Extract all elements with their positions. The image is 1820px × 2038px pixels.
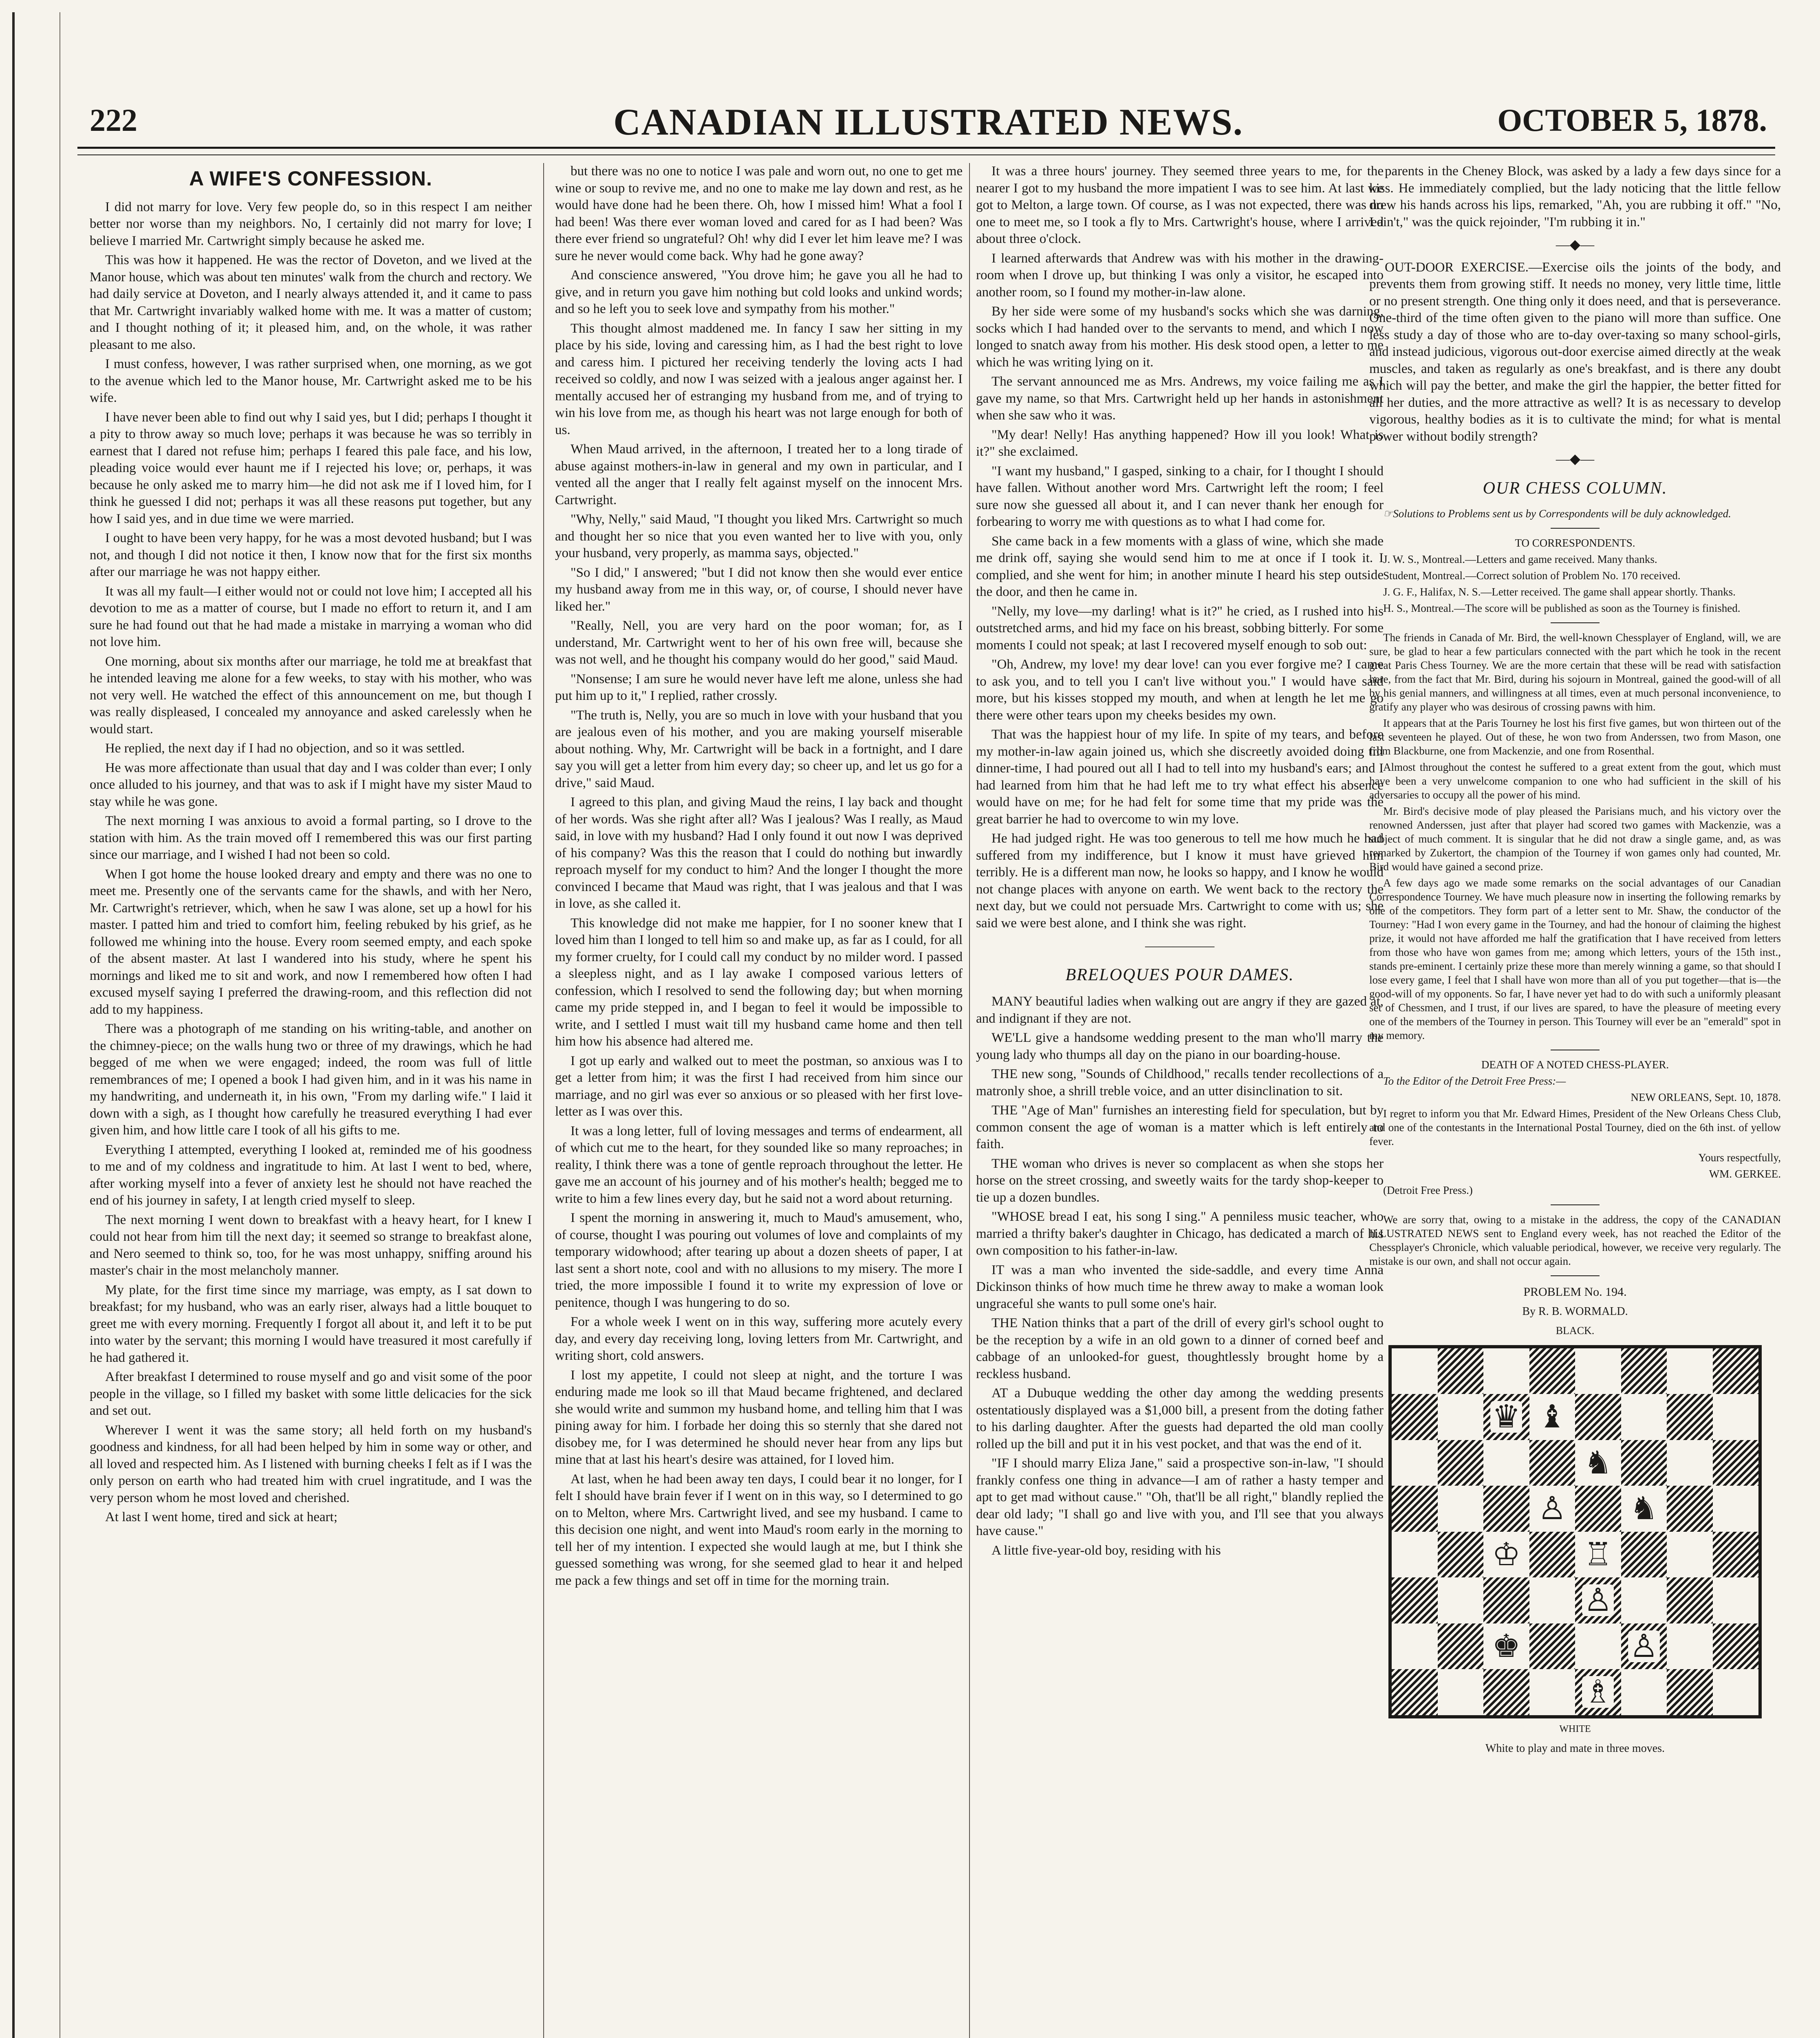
- board-square: [1392, 1532, 1438, 1578]
- paragraph: I spent the morning in answering it, much to Maud's amusement, who, of course, thought I was pouring out volumes of love and complaints of my temporary widowhood; after tearing up about a dozen sheets of paper, I at last sent a short note, cool and with no allusions to my misery. The more I tried, the more impossible I found it to write my expression of love or penitence, though I was hungering to do so.: [555, 1211, 963, 1310]
- board-square: [1667, 1669, 1713, 1715]
- page-number: 222: [90, 102, 137, 138]
- paragraph: I did not marry for love. Very few people do, so in this respect I am neither better nor worse than my neighbors. No, I certainly did not marry for love; I believe I married Mr. Cartwright simply because he asked me.: [90, 199, 532, 248]
- anecdote: AT a Dubuque wedding the other day among the wedding presents ostentatiously displayed was a $1,000 bill, a present from the doting father to his darling daughter. After the guests had departed the old man coolly rolled up the bill and put it in his vest pocket, and that was the end of it.: [976, 1386, 1384, 1451]
- board-square: [1713, 1348, 1759, 1394]
- anecdote: "IF I should marry Eliza Jane," said a prospective son-in-law, "I should frankly confess one thing in advance—I am of rather a hasty temper and apt to get mad without cause." "Oh, that'll be all right," blandly replied the dear old lady; "I shall go and live with you, and I'll see that you always have cause.": [976, 1456, 1384, 1538]
- paragraph: It was a three hours' journey. They seemed three years to me, for the nearer I got to my husband the more impatient I was to see him. At last we got to Melton, a large town. Of course, as I was not expected, there was no one to meet me, so I took a fly to Mrs. Cartwright's house, where I arrived about three o'clock.: [976, 164, 1384, 246]
- chess-piece: ♝: [1536, 1401, 1568, 1433]
- chess-paragraph: The friends in Canada of Mr. Bird, the well-known Chessplayer of England, will, we are sure, be glad to hear a few particulars connected with the part which he took in the recent great Paris Chess Tourney. We are the more certain that these will be read with satisfaction here, from the fact that Mr. Bird, during his sojourn in Montreal, gained the good-will of all by his genial manners, and willingness at all times, even at much personal inconvenience, to gratify any player who was desirous of crossing pawns with him.: [1369, 631, 1781, 713]
- board-square: [1575, 1669, 1621, 1715]
- divider: [1551, 528, 1600, 529]
- subheading: DEATH OF A NOTED CHESS-PLAYER.: [1481, 1059, 1669, 1071]
- article-title: A WIFE'S CONFESSION.: [189, 167, 432, 190]
- chess-piece: ♞: [1628, 1493, 1660, 1524]
- column-rule: [543, 163, 544, 2038]
- letter-close: Yours respectfully,: [1698, 1151, 1781, 1164]
- anecdote: WE'LL give a handsome wedding present to the man who'll marry the young lady who thumps all day on the piano in our boarding-house.: [976, 1030, 1384, 1062]
- divider: [1551, 622, 1600, 623]
- paragraph: "My dear! Nelly! Has anything happened? How ill you look! What is it?" she exclaimed.: [976, 427, 1384, 459]
- board-square: [1483, 1394, 1529, 1440]
- paragraph: It was all my fault—I either would not or could not love him; I accepted all his devotion to me as a matter of course, but I made no effort to return it, and I am sure he had found out that he had made a mistake in marrying a woman who did not love him.: [90, 584, 532, 649]
- paragraph: There was a photograph of me standing on his writing-table, and another on the chimney-piece; on the walls hung two or three of my drawings, which he had begged of me when we were engaged; indeed, the room was full of little remembrances of me; I opened a book I had given him, and in it was his name in my handwriting, and underneath it, in his own, "From my darling wife." I laid it down with a sigh, as I thought how carefully he treasured everything I had ever given him, and how little care I took of all his gifts to me.: [90, 1021, 532, 1138]
- board-square: [1483, 1669, 1529, 1715]
- correspondent-entry: J. W. S., Montreal.—Letters and game received. Many thanks.: [1383, 553, 1657, 565]
- section-title: BRELOQUES POUR DAMES.: [1065, 965, 1294, 984]
- white-label: WHITE: [1559, 1723, 1591, 1734]
- board-square: [1438, 1669, 1484, 1715]
- board-square: [1438, 1394, 1484, 1440]
- paragraph: "Why, Nelly," said Maud, "I thought you liked Mrs. Cartwright so much and thought her so nice that you even wanted her to live with you, only your husband, very properly, as mamma says, objected.": [555, 512, 963, 560]
- ornament: —————: [1145, 938, 1214, 953]
- board-square: [1621, 1348, 1667, 1394]
- paragraph: The next morning I was anxious to avoid a formal parting, so I drove to the station with him. As the train moved off I remembered this was our first parting since our marriage, and I wished I had not been so cold.: [90, 814, 532, 862]
- paragraph: When I got home the house looked dreary and empty and there was no one to meet me. Presently one of the servants came for the shawls, and with her Nero, Mr. Cartwright's retriever, which, when he saw I was alone, set up a howl for his master. I patted him and tried to comfort him, feeling rebuked by his grief, as he followed me whining into the house. Every room seemed empty, and each spoke of the absent master. At last I wandered into his study, where he spent his mornings and liked me to sit and work, and now I remembered how often I had excused myself saying I preferred the drawing-room, and this reflection did not add to my happiness.: [90, 867, 532, 1017]
- paragraph: I agreed to this plan, and giving Maud the reins, I lay back and thought of her words. Was she right after all? Was I jealous? Was I really, as Maud said, in love with my husband? Had I only found it out now I was deprived of his company? Was this the reason that I could do nothing but inwardly reproach myself for my conduct to him? And the longer I thought the more convinced I became that Maud was right, that I was jealous and that I was in love, as she called it.: [555, 795, 963, 911]
- column-1: [90, 163, 532, 2038]
- paragraph: He replied, the next day if I had no objection, and so it was settled.: [105, 741, 465, 756]
- paragraph: I learned afterwards that Andrew was with his mother in the drawing-room when I drove up, but thinking I was only a visitor, he escaped into another room, so I found my mother-in-law alone.: [976, 251, 1384, 300]
- board-square: [1529, 1440, 1575, 1486]
- anecdote: THE Nation thinks that a part of the drill of every girl's school ought to be the reception by a wife in an old gown to a dinner of corned beef and cabbage of an unlooked-for guest, thoughtlessly brought home by a reckless husband.: [976, 1316, 1384, 1381]
- board-square: [1392, 1486, 1438, 1532]
- column-4: [1369, 163, 1781, 2038]
- board-square: [1392, 1669, 1438, 1715]
- board-square: [1667, 1440, 1713, 1486]
- letter-place: NEW ORLEANS, Sept. 10, 1878.: [1631, 1091, 1781, 1103]
- chess-piece: ♖: [1582, 1539, 1614, 1570]
- paragraph: I must confess, however, I was rather surprised when, one morning, as we got to the avenue which led to the Manor house, Mr. Cartwright asked me to be his wife.: [90, 357, 532, 405]
- correspondent-entry: Student, Montreal.—Correct solution of Problem No. 170 received.: [1383, 569, 1681, 582]
- board-square: [1667, 1348, 1713, 1394]
- apology-note: We are sorry that, owing to a mistake in the address, the copy of the CANADIAN ILLUSTRATED NEWS sent to England every week, has not reached the Editor of the Chessplayer's Chronicle, which valuable periodical, however, we receive very regularly. The mistake is our own, and shall not occur again.: [1369, 1213, 1781, 1267]
- chess-piece: ♚: [1490, 1630, 1522, 1662]
- paragraph: I got up early and walked out to meet the postman, so anxious was I to get a letter from him; it was the first I had received from him since our marriage, and no girl was ever so anxious or so pleased with her first love-letter as I was over this.: [555, 1053, 963, 1119]
- paragraph: but there was no one to notice I was pale and worn out, no one to get me wine or soup to revive me, and no one to make me lay down and rest, as he would have done had he been there. Oh, how I missed him! What a fool I had been! Was there ever woman loved and cared for as I had been? Was there ever friend so ungrateful? Oh! why did I ever let him leave me? I was sure he never would come back. Why had he gone away?: [555, 164, 963, 263]
- paragraph: Everything I attempted, everything I looked at, reminded me of his goodness to me and of my coldness and ingratitude to him. At last I went to bed, where, after working myself into a fever of anxiety lest he should not have reached the end of his journey in safety, I at length cried myself to sleep.: [90, 1142, 532, 1208]
- anecdote-continued: parents in the Cheney Block, was asked by a lady a few days since for a kiss. He immediately complied, but the lady noticing that the little fellow drew his hands across his lips, remarked, "Ah, you are rubbing it off." "No, I ain't," was the quick rejoinder, "I'm rubbing it in.": [1369, 164, 1781, 229]
- paragraph: This thought almost maddened me. In fancy I saw her sitting in my place by his side, loving and caressing him, as I had the best right to love and caress him. I pictured her receiving tenderly the loving acts I had received so coldly, and now I was seized with a jealous anger against her. I mentally accused her of estranging my husband from me, and of trying to win his love from me, as though his heart was not large enough for both of us.: [555, 321, 963, 437]
- anecdote: A little five-year-old boy, residing with his: [992, 1543, 1221, 1558]
- board-square: [1575, 1348, 1621, 1394]
- board-square: [1713, 1440, 1759, 1486]
- masthead: CANADIAN ILLUSTRATED NEWS.: [613, 101, 1243, 143]
- paragraph: This knowledge did not make me happier, for I no sooner knew that I loved him than I longed to tell him so and make up, as far as I could, for all my former cruelty, for I could call my conduct by no milder word. I passed a sleepless night, and as I lay awake I composed various letters of confession, which I resolved to send the following day; but when morning came my pride stepped in, and I began to feel it would be impossible to write, and I settled I must wait till my husband came home and then tell him how his absence had altered me.: [555, 915, 963, 1049]
- board-square: [1575, 1577, 1621, 1623]
- article-body: [555, 163, 963, 1589]
- board-square: [1392, 1440, 1438, 1486]
- black-label: BLACK.: [1556, 1325, 1595, 1337]
- board-square: [1483, 1577, 1529, 1623]
- board-square: [1575, 1394, 1621, 1440]
- letter-signature: WM. GERKEE.: [1709, 1168, 1781, 1180]
- chess-piece: ♞: [1582, 1447, 1614, 1479]
- board-square: [1438, 1486, 1484, 1532]
- correspondent-entry: J. G. F., Halifax, N. S.—Letter received. The game shall appear shortly. Thanks.: [1383, 586, 1736, 598]
- chess-piece: ♛: [1490, 1401, 1522, 1433]
- chess-piece: ♗: [1582, 1676, 1614, 1708]
- board-square: [1575, 1440, 1621, 1486]
- anecdote: MANY beautiful ladies when walking out are angry if they are gazed at, and indignant if they are not.: [976, 994, 1384, 1026]
- exercise-item: OUT-DOOR EXERCISE.—Exercise oils the joints of the body, and prevents them from growing stiff. It needs no money, very little time, little or no present strength. One thing only it does need, and that is perseverance. One-third of the time often given to the piano will more than suffice. One less study a day of those who are to-day over-taxing so many school-girls, and instead judicious, vigorous out-door exercise aimed directly at the weak muscles, and taken as regularly as one's breakfast, and is there any doubt which will pay the better, and make the girl the happier, the better fitted for all her duties, and the more attractive as well? It is as necessary to develop vigorous, healthy bodies as it is to cultivate the mind; for what is mental power without bodily strength?: [1369, 260, 1781, 444]
- board-square: [1667, 1394, 1713, 1440]
- paragraph: The next morning I went down to breakfast with a heavy heart, for I knew I could not hear from him till the next day; it seemed so strange to breakfast alone, and Nero seemed to think so, too, for he was most unhappy, sniffing around his master's chair in the most melancholy manner.: [90, 1212, 532, 1278]
- board-square: [1438, 1440, 1484, 1486]
- board-square: [1575, 1623, 1621, 1670]
- board-square: [1529, 1669, 1575, 1715]
- board-square: [1483, 1348, 1529, 1394]
- problem-caption: White to play and mate in three moves.: [1485, 1742, 1665, 1755]
- chess-paragraph: Mr. Bird's decisive mode of play pleased the Parisians much, and his victory over the renowned Anderssen, just after that player had scored two games with Mackenzie, was a subject of much comment. It is singular that he did not draw a single game, and, as was remarked by Zukertort, the champion of the Tourney if won games only had counted, Mr. Bird would have gained a second prize.: [1369, 805, 1781, 873]
- board-square: [1483, 1440, 1529, 1486]
- chess-problem-board: [1388, 1345, 1762, 1718]
- chess-paragraph: Almost throughout the contest he suffered to a great extent from the gout, which must have been a very unwelcome companion to one who had sufficient in the skill of his adversaries to occupy all the power of his mind.: [1369, 761, 1781, 801]
- section-title: OUR CHESS COLUMN.: [1483, 479, 1668, 498]
- problem-title: PROBLEM No. 194.: [1523, 1285, 1627, 1299]
- board-square: [1621, 1669, 1667, 1715]
- paragraph: "The truth is, Nelly, you are so much in love with your husband that you are jealous even of his mother, and you are making yourself miserable about nothing. Why, Mr. Cartwright will be back in a fortnight, and I dare say you will get a letter from him every day; so cheer up, and let us go for a drive," said Maud.: [555, 708, 963, 790]
- divider: [1551, 1204, 1600, 1205]
- chess-note: ☞Solutions to Problems sent us by Correspondents will be duly acknowledged.: [1383, 507, 1731, 520]
- issue-date: OCTOBER 5, 1878.: [1497, 102, 1767, 138]
- board-square: [1438, 1623, 1484, 1670]
- board-square: [1713, 1577, 1759, 1623]
- board-square: [1392, 1348, 1438, 1394]
- paragraph: My plate, for the first time since my marriage, was empty, as I sat down to breakfast; for my husband, who was an early riser, always had a little bouquet to greet me with every morning. Frequently I forgot all about it, and left it to be put into water by the servant; this morning I would have treasured it most carefully if he had gathered it.: [90, 1282, 532, 1365]
- chess-paragraph: A few days ago we made some remarks on the social advantages of our Canadian Correspondence Tourney. We have much pleasure now in inserting the following remarks by one of the competitors. They form part of a letter sent to Mr. Shaw, the conductor of the Tourney: "Had I won every game in the Tourney, and had the honour of claiming the highest prize, it would not have afforded me half the gratification that I have received from letters from those who have won games from me; among which letters, yours of the 15th inst., stands pre-eminent. I certainly prize these more than merely winning a game, so that should I lose every game, I feel that I shall have won more than all of you put together—that is—the good-will of my opponents. So far, I have never yet had to do with such a uniformly pleasant set of Chessmen, and I trust, if our lives are spared, to have the pleasure of meeting every one of the members of the Tourney in person. This Tourney will ever be an "emerald" spot in my memory.: [1369, 877, 1781, 1041]
- correspondent-entry: H. S., Montreal.—The score will be published as soon as the Tourney is finished.: [1383, 602, 1741, 614]
- board-square: [1438, 1348, 1484, 1394]
- header-rule: [77, 147, 1775, 155]
- column-rule: [969, 163, 970, 2038]
- paragraph: Wherever I went it was the same story; all held forth on my husband's goodness and kindness, for all had been helped by him in some way or other, and all loved and respected him. As I listened with burning cheeks I felt as if I was the only person on earth who had treated him with cruel ingratitude, and I was the very person whom he most loved and cherished.: [90, 1423, 532, 1505]
- board-square: [1529, 1486, 1575, 1532]
- paragraph: She came back in a few moments with a glass of wine, which she made me drink off, saying she would send him to me at once if I took it. I complied, and she went for him; in another minute I heard his step outside the door, and then he came in.: [976, 534, 1384, 599]
- subheading: TO CORRESPONDENTS.: [1515, 537, 1635, 549]
- divider: [1551, 1275, 1600, 1276]
- paragraph: The servant announced me as Mrs. Andrews, my voice failing me as I gave my name, so that Mrs. Cartwright held up her hands in astonishment when she saw who it was.: [976, 374, 1384, 423]
- paragraph: I ought to have been very happy, for he was a most devoted husband; but I was not, and though I did not notice it then, I know now that for the first six months after our marriage he was not happy either.: [90, 531, 532, 579]
- board-square: [1483, 1532, 1529, 1578]
- board-square: [1392, 1577, 1438, 1623]
- paragraph: "So I did," I answered; "but I did not know then she would ever entice my husband away from me in this way, or, of course, I should never have liked her.": [555, 565, 963, 614]
- board-square: [1713, 1669, 1759, 1715]
- column-3: [976, 163, 1384, 2038]
- board-square: [1667, 1486, 1713, 1532]
- anecdotes: [976, 993, 1384, 1559]
- board-square: [1621, 1532, 1667, 1578]
- board-square: [1529, 1623, 1575, 1670]
- board-square: [1713, 1623, 1759, 1670]
- paragraph: I lost my appetite, I could not sleep at night, and the torture I was enduring made me look so ill that Maud became frightened, and declared she would write and summon my husband home, and telling him that I was pining away for him. I forbade her doing this so sternly that she dared not disobey me, for I was determined he should never hear from any lips but mine that at last his heart's desire was attained, for I loved him.: [555, 1367, 963, 1467]
- paragraph: After breakfast I determined to rouse myself and go and visit some of the poor people in the village, so I filled my basket with some little delicacies for the sick and set out.: [90, 1370, 532, 1418]
- anecdote: THE new song, "Sounds of Childhood," recalls tender recollections of a matronly shoe, a shrill treble voice, and an utter disinclination to sit.: [976, 1067, 1384, 1098]
- board-square: [1621, 1623, 1667, 1670]
- board-square: [1713, 1486, 1759, 1532]
- chess-piece: ♙: [1582, 1584, 1614, 1616]
- paragraph: He was more affectionate than usual that day and I was colder than ever; I only once alluded to his journey, and that was to ask if I might have my sister Maud to stay while he was gone.: [90, 760, 532, 809]
- paragraph: It was a long letter, full of loving messages and terms of endearment, all of which cut me to the heart, for they sounded like so many reproaches; in reality, I think there was a tone of gentle reproach throughout the letter. He gave me an account of his journey and of his mother's health; begged me to write to him a few lines every day, but he said not a word about returning.: [555, 1123, 963, 1206]
- ornament: —◆—: [1556, 452, 1595, 467]
- paragraph: I have never been able to find out why I said yes, but I did; perhaps I thought it a pity to throw away so much love; perhaps it was because he was so terribly in earnest that I dared not refuse him; perhaps I feared this pale face, and his low, pleading voice would ever haunt me if I rejected his love; or, perhaps, it was because he only asked me to marry him—he did not ask me if I loved him, for I think he guessed I did not; perhaps it was all these reasons put together, but any how I said yes, and in due time we were married.: [90, 410, 532, 526]
- board-square: [1713, 1394, 1759, 1440]
- paragraph: This was how it happened. He was the rector of Doveton, and we lived at the Manor house, which was about ten minutes' walk from the church and rectory. We had daily service at Doveton, and I nearly always attended it, and it came to pass that Mr. Cartwright invariably walked home with me. It was a matter of custom; and I thought nothing of it; it pleased him, and, on the whole, it was rather pleasant to me also.: [90, 253, 532, 352]
- paragraph: "Really, Nell, you are very hard on the poor woman; for, as I understand, Mr. Cartwright went to her of his own free will, because she was not well, and he thought his company would do her good," said Maud.: [555, 618, 963, 667]
- anecdote: THE "Age of Man" furnishes an interesting field for speculation, but by common consent the age of woman is a matter which is left entirely to faith.: [976, 1103, 1384, 1151]
- board-square: [1483, 1623, 1529, 1670]
- paragraph: He had judged right. He was too generous to tell me how much he had suffered from my indifference, but I know it must have grieved him terribly. He is a different man now, he looks so happy, and I know he would not change places with anyone on earth. We went back to the rectory the next day, but we could not persuade Mrs. Cartwright to come with us; she said we were best alone, and I think she was right.: [976, 831, 1384, 931]
- letter-body: I regret to inform you that Mr. Edward Himes, President of the New Orleans Chess Club, and one of the contestants in the International Postal Tourney, died on the 6th inst. of yellow fever.: [1369, 1107, 1781, 1147]
- anecdote: IT was a man who invented the side-saddle, and every time Anna Dickinson thinks of how much time he threw away to make a woman look ungraceful she wants to pull some one's hair.: [976, 1262, 1384, 1311]
- board-square: [1667, 1577, 1713, 1623]
- page-header: [73, 86, 1783, 147]
- paragraph: For a whole week I went on in this way, suffering more acutely every day, and every day receiving long, loving letters from Mr. Cartwright, and writing short, cold answers.: [555, 1315, 963, 1363]
- paragraph: That was the happiest hour of my life. In spite of my tears, and before my mother-in-law again joined us, which she discreetly avoided doing till dinner-time, I had poured out all I had to tell into my husband's ears; and I had learned from him that he had left me to try what effect his absence would have on me; for he had felt for some time that my pride was the great barrier he had to overcome to win my love.: [976, 727, 1384, 827]
- board-square: [1621, 1440, 1667, 1486]
- chess-piece: ♙: [1536, 1493, 1568, 1524]
- paragraph: And conscience answered, "You drove him; he gave you all he had to give, and in return you gave him nothing but cold looks and unkind words; and so he left you to seek love and sympathy from his mother.": [555, 268, 963, 316]
- paragraph: At last, when he had been away ten days, I could bear it no longer, for I felt I should have brain fever if I went on in this way, so I determined to go on to Melton, where Mrs. Cartwright lived, and see my husband. I came to this decision one night, and went into Maud's room early in the morning to tell her of my intention. I expected she would laugh at me, but I think she guessed something was wrong, for she seemed glad to hear it and helped me pack a few things and set off in time for the morning train.: [555, 1471, 963, 1588]
- board-square: [1392, 1623, 1438, 1670]
- anecdote: THE woman who drives is never so complacent as when she stops her horse on the street crossing, and sweetly waits for the tardy shop-keeper to tie up a dozen bundles.: [976, 1156, 1384, 1205]
- board-square: [1529, 1532, 1575, 1578]
- binding-gutter: [15, 12, 60, 2038]
- board-square: [1667, 1532, 1713, 1578]
- ornament: —◆—: [1556, 237, 1595, 252]
- board-square: [1621, 1486, 1667, 1532]
- board-square: [1529, 1348, 1575, 1394]
- paragraph: At last I went home, tired and sick at heart;: [105, 1510, 337, 1524]
- paragraph: "I want my husband," I gasped, sinking to a chair, for I thought I should have fallen. Without another word Mrs. Cartwright left the room; I feel sure now she guessed all about it, and I can never thank her enough for forbearing to worry me with questions as to what I had come for.: [976, 463, 1384, 529]
- paragraph: "Nonsense; I am sure he would never have left me alone, unless she had put him up to it," I replied, rather crossly.: [555, 671, 963, 703]
- paragraph: When Maud arrived, in the afternoon, I treated her to a long tirade of abuse against mothers-in-law in general and my own in particular, and I vented all the anger that I really felt against myself on the innocent Mrs. Cartwright.: [555, 442, 963, 507]
- board-square: [1529, 1577, 1575, 1623]
- board-square: [1575, 1486, 1621, 1532]
- chess-paragraph: It appears that at the Paris Tourney he lost his first five games, but won thirteen out of the last seventeen he played. Out of these, he won two from Anderssen, two from Mason, one from Blackburne, one from Mackenzie, and one from Rosenthal.: [1369, 717, 1781, 757]
- board-square: [1438, 1577, 1484, 1623]
- paragraph: One morning, about six months after our marriage, he told me at breakfast that he intended leaving me alone for a few weeks, to stay with his mother, who was not very well. He watched the effect of this announcement on me, but though I was really displeased, I concealed my annoyance and asked carelessly when he would start.: [90, 654, 532, 737]
- board-square: [1483, 1486, 1529, 1532]
- column-2: [555, 163, 963, 2038]
- paragraph: By her side were some of my husband's socks which she was darning, socks which I had handed over to the servants to mend, and which I now longed to snatch away from his mother. His desk stood open, a letter to me which he was writing lying on it.: [976, 304, 1384, 370]
- article-body: [90, 199, 532, 1526]
- problem-author: By R. B. WORMALD.: [1522, 1305, 1628, 1318]
- board-square: [1438, 1532, 1484, 1578]
- board-square: [1621, 1577, 1667, 1623]
- board-square: [1713, 1532, 1759, 1578]
- board-square: [1575, 1532, 1621, 1578]
- chess-notes: [1369, 631, 1781, 1042]
- paragraph: "Oh, Andrew, my love! my dear love! can you ever forgive me? I came to ask you, and to tell you I can't live without you." I would have said more, but his kisses stopped my mouth, and when at length he let me go there were other tears upon my cheeks besides my own.: [976, 657, 1384, 723]
- anecdote: "WHOSE bread I eat, his song I sing." A penniless music teacher, who married a thrifty baker's daughter in Chicago, has dedicated a march of his own composition to his father-in-law.: [976, 1209, 1384, 1258]
- letter-addressee: To the Editor of the Detroit Free Press:—: [1383, 1075, 1566, 1087]
- correspondents-list: [1369, 552, 1781, 615]
- article-body: [976, 163, 1384, 932]
- paragraph: "Nelly, my love—my darling! what is it?" he cried, as I rushed into his outstretched arms, and hid my face on his breast, sobbing bitterly. For some moments I could not speak; at last I recovered myself enough to sob out:: [976, 604, 1384, 653]
- board-square: [1392, 1394, 1438, 1440]
- board-square: [1529, 1394, 1575, 1440]
- chess-piece: ♙: [1628, 1630, 1660, 1662]
- chess-piece: ♔: [1490, 1539, 1522, 1570]
- board-square: [1667, 1623, 1713, 1670]
- board-square: [1621, 1394, 1667, 1440]
- letter-source: (Detroit Free Press.): [1383, 1184, 1473, 1196]
